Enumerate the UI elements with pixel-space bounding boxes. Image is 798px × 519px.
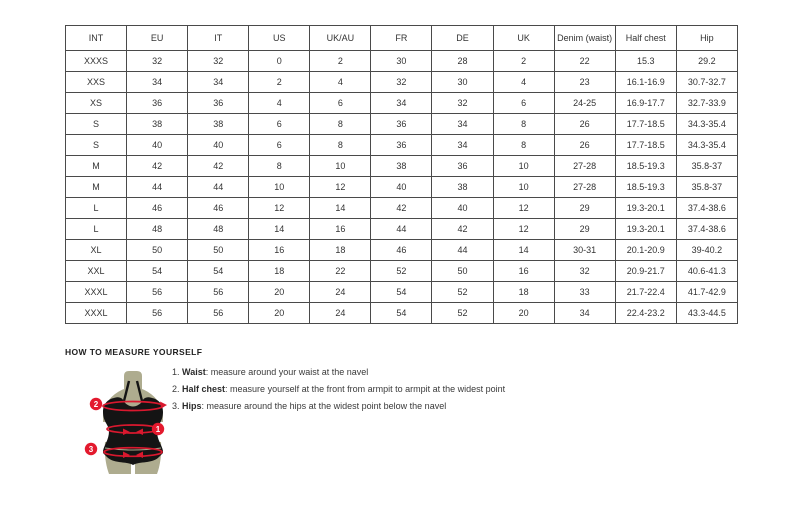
column-header: UK/AU [310, 26, 371, 51]
table-cell: XS [66, 93, 127, 114]
step-label: Waist [182, 367, 206, 377]
table-cell: 36 [432, 156, 493, 177]
table-cell: 4 [493, 72, 554, 93]
table-cell: 46 [188, 198, 249, 219]
table-cell: 4 [249, 93, 310, 114]
table-cell: 8 [249, 156, 310, 177]
table-cell: XXS [66, 72, 127, 93]
table-cell: 37.4-38.6 [676, 198, 737, 219]
table-cell: 46 [127, 198, 188, 219]
table-cell: 34 [127, 72, 188, 93]
table-row [66, 156, 738, 177]
table-cell: 48 [188, 219, 249, 240]
table-cell: 36 [371, 135, 432, 156]
table-cell: 56 [188, 303, 249, 324]
table-cell: 6 [310, 93, 371, 114]
table-cell: 16 [493, 261, 554, 282]
table-row [66, 240, 738, 261]
table-row [66, 303, 738, 324]
table-cell: 20.9-21.7 [615, 261, 676, 282]
step-label: Hips [182, 401, 202, 411]
table-cell: 34.3-35.4 [676, 135, 737, 156]
table-cell: 50 [188, 240, 249, 261]
table-cell: 38 [432, 177, 493, 198]
svg-text:1: 1 [155, 425, 161, 434]
table-cell: M [66, 156, 127, 177]
table-cell: 34 [188, 72, 249, 93]
table-cell: 44 [371, 219, 432, 240]
table-cell: 36 [371, 114, 432, 135]
table-cell: M [66, 177, 127, 198]
measure-guide-title: HOW TO MEASURE YOURSELF [65, 347, 203, 357]
table-cell: 56 [188, 282, 249, 303]
table-cell: 34 [371, 93, 432, 114]
table-cell: 32.7-33.9 [676, 93, 737, 114]
table-cell: 8 [493, 135, 554, 156]
size-chart-section [65, 25, 738, 324]
table-cell: 42 [127, 156, 188, 177]
table-row [66, 51, 738, 72]
table-cell: L [66, 198, 127, 219]
table-cell: 54 [371, 282, 432, 303]
table-cell: 22 [310, 261, 371, 282]
column-header: EU [127, 26, 188, 51]
table-cell: 52 [432, 303, 493, 324]
table-cell: 32 [554, 261, 615, 282]
table-cell: 10 [310, 156, 371, 177]
step-text: : measure yourself at the front from armpit to armpit at the widest point [225, 384, 506, 394]
table-cell: 36 [127, 93, 188, 114]
chest-arrowhead [160, 402, 167, 409]
table-cell: 27-28 [554, 177, 615, 198]
table-cell: 18 [493, 282, 554, 303]
table-cell: 27-28 [554, 156, 615, 177]
table-cell: 18.5-19.3 [615, 156, 676, 177]
table-cell: 35.8-37 [676, 156, 737, 177]
table-cell: 10 [493, 156, 554, 177]
table-row [66, 93, 738, 114]
column-header: INT [66, 26, 127, 51]
table-cell: 19.3-20.1 [615, 198, 676, 219]
step-number: 1. [172, 367, 180, 377]
table-cell: XXXL [66, 303, 127, 324]
table-cell: 6 [249, 135, 310, 156]
measure-step-hips [172, 402, 505, 411]
column-header: Hip [676, 26, 737, 51]
table-cell: 17.7-18.5 [615, 135, 676, 156]
table-cell: 14 [249, 219, 310, 240]
badge-hips [85, 443, 97, 455]
table-cell: 20 [249, 282, 310, 303]
size-chart-header [66, 26, 738, 51]
table-cell: 34 [432, 114, 493, 135]
table-cell: 12 [493, 219, 554, 240]
table-cell: 50 [432, 261, 493, 282]
table-cell: 12 [493, 198, 554, 219]
table-cell: 8 [493, 114, 554, 135]
table-cell: 30-31 [554, 240, 615, 261]
table-cell: 40 [188, 135, 249, 156]
table-cell: 44 [432, 240, 493, 261]
table-cell: 38 [127, 114, 188, 135]
table-cell: 22.4-23.2 [615, 303, 676, 324]
table-cell: 42 [432, 219, 493, 240]
table-row [66, 177, 738, 198]
table-row [66, 261, 738, 282]
table-row [66, 72, 738, 93]
table-cell: 29 [554, 219, 615, 240]
measure-step-half-chest [172, 385, 505, 394]
table-cell: 8 [310, 114, 371, 135]
table-cell: 6 [493, 93, 554, 114]
table-row [66, 135, 738, 156]
table-cell: XL [66, 240, 127, 261]
column-header: DE [432, 26, 493, 51]
table-cell: 20 [249, 303, 310, 324]
table-cell: 26 [554, 114, 615, 135]
table-cell: 34 [432, 135, 493, 156]
header-row [66, 26, 738, 51]
table-cell: 54 [371, 303, 432, 324]
size-chart-table [65, 25, 738, 324]
table-cell: 18.5-19.3 [615, 177, 676, 198]
table-row [66, 198, 738, 219]
svg-text:2: 2 [93, 400, 99, 409]
table-cell: 16.1-16.9 [615, 72, 676, 93]
table-cell: 2 [493, 51, 554, 72]
table-cell: 22 [554, 51, 615, 72]
table-cell: 16 [310, 219, 371, 240]
table-cell: 42 [188, 156, 249, 177]
mannequin-illustration-icon [78, 368, 182, 480]
step-text: : measure around your waist at the navel [205, 367, 369, 377]
table-cell: 46 [371, 240, 432, 261]
table-cell: 20 [493, 303, 554, 324]
table-cell: XXL [66, 261, 127, 282]
table-cell: 14 [493, 240, 554, 261]
table-cell: 15.3 [615, 51, 676, 72]
table-cell: 10 [493, 177, 554, 198]
table-cell: 29.2 [676, 51, 737, 72]
table-cell: 24 [310, 282, 371, 303]
column-header: UK [493, 26, 554, 51]
table-cell: 44 [127, 177, 188, 198]
table-cell: 23 [554, 72, 615, 93]
table-cell: S [66, 135, 127, 156]
table-cell: 42 [371, 198, 432, 219]
table-cell: 21.7-22.4 [615, 282, 676, 303]
step-label: Half chest [182, 384, 226, 394]
measure-step-waist [172, 368, 505, 377]
table-cell: 17.7-18.5 [615, 114, 676, 135]
table-cell: 39-40.2 [676, 240, 737, 261]
table-cell: 2 [310, 51, 371, 72]
table-cell: 32 [371, 72, 432, 93]
table-cell: S [66, 114, 127, 135]
step-number: 2. [172, 384, 180, 394]
table-cell: 38 [371, 156, 432, 177]
table-cell: 0 [249, 51, 310, 72]
table-cell: XXXS [66, 51, 127, 72]
table-cell: L [66, 219, 127, 240]
table-cell: 16.9-17.7 [615, 93, 676, 114]
table-cell: 37.4-38.6 [676, 219, 737, 240]
table-cell: 54 [127, 261, 188, 282]
table-cell: 30.7-32.7 [676, 72, 737, 93]
table-cell: 40.6-41.3 [676, 261, 737, 282]
table-row [66, 282, 738, 303]
table-cell: 34 [554, 303, 615, 324]
table-cell: 56 [127, 282, 188, 303]
table-cell: 40 [432, 198, 493, 219]
table-cell: 44 [188, 177, 249, 198]
table-cell: 4 [310, 72, 371, 93]
column-header: FR [371, 26, 432, 51]
table-cell: 52 [432, 282, 493, 303]
table-cell: 2 [249, 72, 310, 93]
table-cell: 32 [188, 51, 249, 72]
column-header: US [249, 26, 310, 51]
size-chart-body [66, 51, 738, 324]
table-cell: 35.8-37 [676, 177, 737, 198]
table-cell: 48 [127, 219, 188, 240]
table-cell: 28 [432, 51, 493, 72]
table-row [66, 219, 738, 240]
table-row [66, 114, 738, 135]
table-cell: 52 [371, 261, 432, 282]
measure-steps-list [172, 368, 505, 419]
table-cell: 54 [188, 261, 249, 282]
table-cell: 26 [554, 135, 615, 156]
table-cell: 20.1-20.9 [615, 240, 676, 261]
table-cell: 36 [188, 93, 249, 114]
table-cell: 24 [310, 303, 371, 324]
step-number: 3. [172, 401, 180, 411]
badge-waist [152, 423, 164, 435]
table-cell: 14 [310, 198, 371, 219]
table-cell: 50 [127, 240, 188, 261]
table-cell: 24-25 [554, 93, 615, 114]
table-cell: 30 [432, 72, 493, 93]
table-cell: 10 [249, 177, 310, 198]
table-cell: 18 [310, 240, 371, 261]
table-cell: 8 [310, 135, 371, 156]
table-cell: 33 [554, 282, 615, 303]
table-cell: 30 [371, 51, 432, 72]
table-cell: 16 [249, 240, 310, 261]
badge-chest [90, 398, 102, 410]
step-text: : measure around the hips at the widest point below the navel [201, 401, 447, 411]
column-header: Denim (waist) [554, 26, 615, 51]
table-cell: 19.3-20.1 [615, 219, 676, 240]
table-cell: 41.7-42.9 [676, 282, 737, 303]
table-cell: 32 [127, 51, 188, 72]
svg-text:3: 3 [88, 445, 94, 454]
table-cell: 40 [371, 177, 432, 198]
column-header: IT [188, 26, 249, 51]
table-cell: 12 [310, 177, 371, 198]
table-cell: 18 [249, 261, 310, 282]
column-header: Half chest [615, 26, 676, 51]
table-cell: 34.3-35.4 [676, 114, 737, 135]
table-cell: 32 [432, 93, 493, 114]
table-cell: 29 [554, 198, 615, 219]
table-cell: 56 [127, 303, 188, 324]
table-cell: 38 [188, 114, 249, 135]
measurement-figure [78, 368, 182, 480]
table-cell: 6 [249, 114, 310, 135]
table-cell: 40 [127, 135, 188, 156]
table-cell: 43.3-44.5 [676, 303, 737, 324]
table-cell: 12 [249, 198, 310, 219]
table-cell: XXXL [66, 282, 127, 303]
